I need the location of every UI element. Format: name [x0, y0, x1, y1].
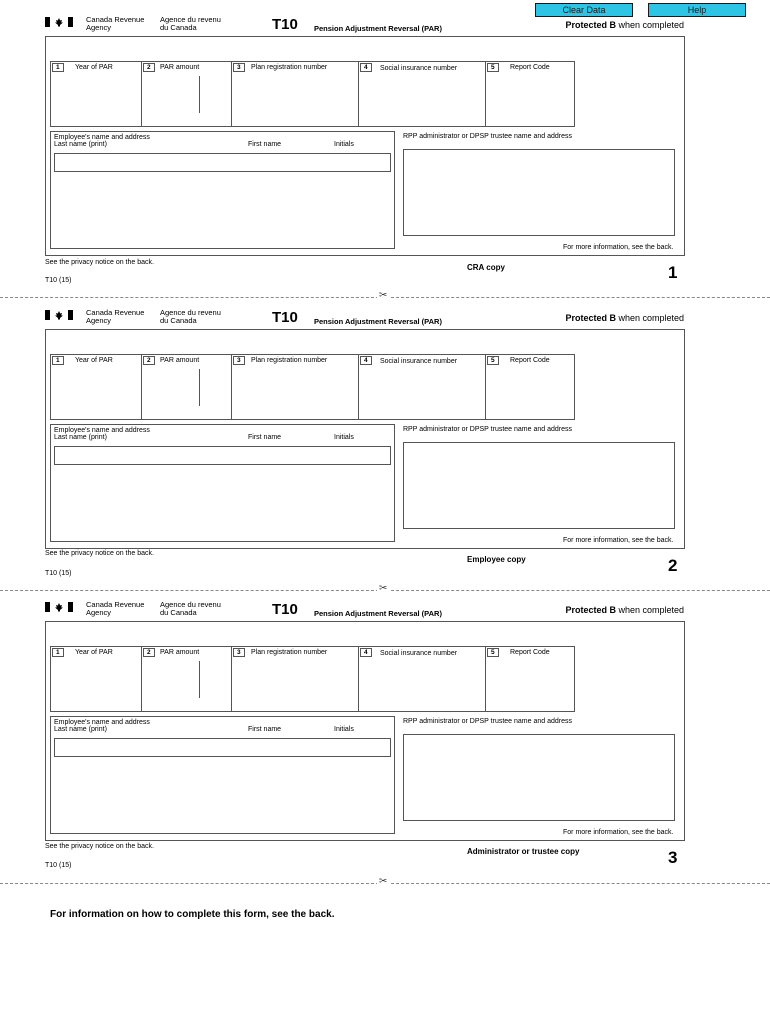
box-3-plan-registration-number[interactable]: 3 Plan registration number — [232, 62, 359, 126]
rpp-admin-address-input[interactable] — [403, 734, 675, 821]
form-version: T10 (15) — [45, 570, 72, 577]
agency-name-fr: Agence du revenu du Canada — [160, 308, 221, 325]
agency-name-en: Canada Revenue Agency — [86, 600, 145, 617]
form-title: Pension Adjustment Reversal (PAR) — [314, 24, 442, 33]
first-name-label: First name — [248, 141, 282, 148]
form-code: T10 — [272, 309, 298, 326]
info-boxes-row — [50, 354, 575, 420]
scissors-icon: ✂ — [379, 876, 388, 887]
clear-data-button[interactable]: Clear Data — [535, 3, 633, 17]
box-1-year-of-par[interactable]: 1 Year of PAR — [51, 62, 142, 126]
initials-label: Initials — [334, 434, 354, 441]
protected-b-notice: Protected B when completed — [565, 605, 684, 615]
form-code: T10 — [272, 601, 298, 618]
more-info-note: For more information, see the back. — [563, 829, 674, 836]
rpp-admin-label: RPP administrator or DPSP trustee name and address — [403, 426, 572, 433]
first-name-label: First name — [248, 726, 282, 733]
employee-name-input[interactable] — [54, 153, 391, 172]
protected-b-notice: Protected B when completed — [565, 313, 684, 323]
copy-label: Administrator or trustee copy — [467, 847, 580, 856]
more-info-note: For more information, see the back. — [563, 244, 674, 251]
copy-number: 2 — [668, 556, 678, 575]
employee-name-address-box — [50, 716, 395, 834]
form-version: T10 (15) — [45, 277, 72, 284]
copy-number: 1 — [668, 263, 678, 282]
privacy-notice: See the privacy notice on the back. — [45, 550, 154, 557]
scissors-icon: ✂ — [379, 583, 388, 594]
box-2-par-amount[interactable]: 2 PAR amount — [142, 355, 232, 419]
canada-flag-icon — [45, 17, 73, 27]
initials-label: Initials — [334, 726, 354, 733]
employee-name-address-box — [50, 131, 395, 249]
canada-flag-icon — [45, 310, 73, 320]
more-info-note: For more information, see the back. — [563, 537, 674, 544]
rpp-admin-label: RPP administrator or DPSP trustee name and address — [403, 133, 572, 140]
scissors-icon: ✂ — [379, 290, 388, 301]
box-4-social-insurance-number[interactable]: 4 Social insurance number — [359, 62, 486, 126]
form-code: T10 — [272, 16, 298, 33]
employee-name-address-box — [50, 424, 395, 542]
copy-label: CRA copy — [467, 263, 505, 272]
box-4-social-insurance-number[interactable]: 4 Social insurance number — [359, 647, 486, 711]
privacy-notice: See the privacy notice on the back. — [45, 843, 154, 850]
last-name-label: Last name (print) — [54, 726, 107, 733]
form-title: Pension Adjustment Reversal (PAR) — [314, 609, 442, 618]
help-button[interactable]: Help — [648, 3, 746, 17]
copy-label: Employee copy — [467, 555, 526, 564]
employee-name-input[interactable] — [54, 738, 391, 757]
employee-name-input[interactable] — [54, 446, 391, 465]
box-3-plan-registration-number[interactable]: 3 Plan registration number — [232, 647, 359, 711]
rpp-admin-address-input[interactable] — [403, 442, 675, 529]
rpp-admin-label: RPP administrator or DPSP trustee name and address — [403, 718, 572, 725]
box-1-year-of-par[interactable]: 1 Year of PAR — [51, 647, 142, 711]
footer-instructions: For information on how to complete this form, see the back. — [50, 909, 335, 920]
privacy-notice: See the privacy notice on the back. — [45, 259, 154, 266]
canada-flag-icon — [45, 602, 73, 612]
form-copy-1 — [0, 0, 770, 292]
agency-name-fr: Agence du revenu du Canada — [160, 15, 221, 32]
box-2-par-amount[interactable]: 2 PAR amount — [142, 62, 232, 126]
initials-label: Initials — [334, 141, 354, 148]
form-title: Pension Adjustment Reversal (PAR) — [314, 317, 442, 326]
form-version: T10 (15) — [45, 862, 72, 869]
box-3-plan-registration-number[interactable]: 3 Plan registration number — [232, 355, 359, 419]
agency-name-en: Canada Revenue Agency — [86, 308, 145, 325]
dollar-cents-divider — [199, 76, 200, 113]
dollar-cents-divider — [199, 369, 200, 406]
dollar-cents-divider — [199, 661, 200, 698]
box-5-report-code[interactable]: 5 Report Code — [486, 355, 574, 419]
form-copy-3 — [0, 585, 770, 877]
last-name-label: Last name (print) — [54, 434, 107, 441]
box-2-par-amount[interactable]: 2 PAR amount — [142, 647, 232, 711]
protected-b-notice: Protected B when completed — [565, 20, 684, 30]
employee-heading: Employee's name and address — [54, 427, 150, 434]
first-name-label: First name — [248, 434, 282, 441]
agency-name-fr: Agence du revenu du Canada — [160, 600, 221, 617]
info-boxes-row — [50, 646, 575, 712]
employee-heading: Employee's name and address — [54, 719, 150, 726]
box-4-social-insurance-number[interactable]: 4 Social insurance number — [359, 355, 486, 419]
copy-number: 3 — [668, 848, 678, 867]
info-boxes-row — [50, 61, 575, 127]
box-1-year-of-par[interactable]: 1 Year of PAR — [51, 355, 142, 419]
last-name-label: Last name (print) — [54, 141, 107, 148]
box-5-report-code[interactable]: 5 Report Code — [486, 647, 574, 711]
form-copy-2 — [0, 293, 770, 585]
agency-name-en: Canada Revenue Agency — [86, 15, 145, 32]
employee-heading: Employee's name and address — [54, 134, 150, 141]
rpp-admin-address-input[interactable] — [403, 149, 675, 236]
box-5-report-code[interactable]: 5 Report Code — [486, 62, 574, 126]
